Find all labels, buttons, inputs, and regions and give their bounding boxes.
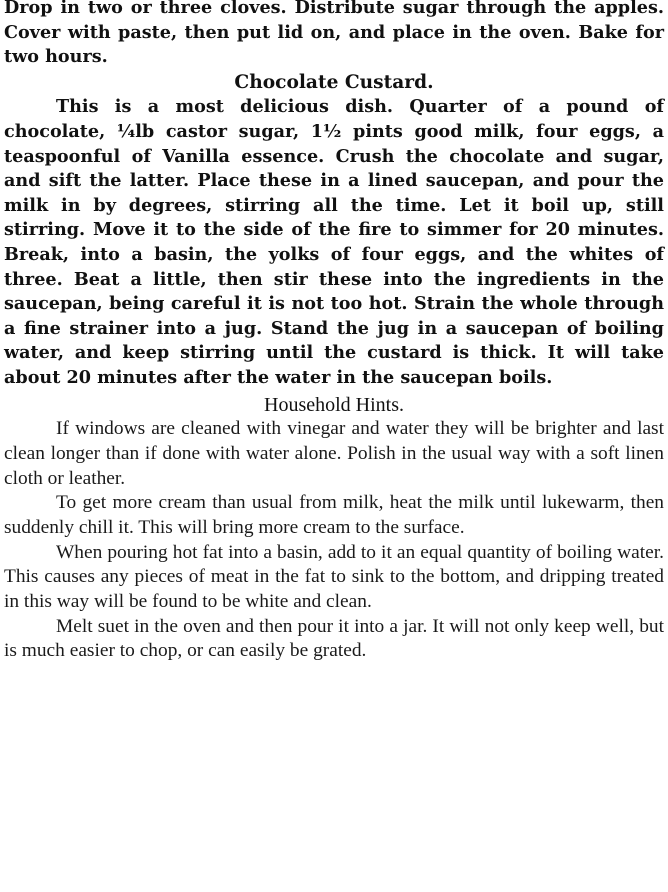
hint-paragraph: When pouring hot fat into a basin, add to it an equal quantity of boiling water. This causes any pieces of meat in the fat to sink to the bottom, and dripping treated in this way will be found to be white and clean. [4,541,664,613]
hint-paragraph: If windows are cleaned with vinegar and water they will be brighter and last clean longer than if done with water alone. Polish in the usual way with a soft linen cloth or leather. [4,418,664,489]
chocolate-custard-body: This is a most delicious dish. Quarter of a pound of chocolate, ¼lb castor sugar, 1½ pints good milk, four eggs, a teaspoonful of Vanilla essence. Crush the chocolate and sugar, and sift the latter. Place these in a lined saucepan, and pour the milk in by degrees, stirring all the time. Let it boil up, still stirring. Move it to the side of the fire to simmer for 20 minutes. Break, into a basin, the yolks of four eggs, and the whites of three. Beat a little, then stir these into the ingredients in the saucepan, being careful it is not too hot. Strain the whole through a fine strainer into a jug. Stand the jug in a saucepan of boiling water, and keep stirring until the custard is thick. It will take about 20 minutes after the water in the saucepan boils. [4,96,664,388]
hint-paragraph: Melt suet in the oven and then pour it into a jar. It will not only keep well, but is much easier to chop, or can easily be grated. [4,615,664,662]
household-hints-section [4,393,664,665]
hint-paragraph: To get more cream than usual from milk, heat the milk until lukewarm, then suddenly chill it. This will bring more cream to the surface. [4,492,664,538]
chocolate-custard-heading: Chocolate Custard. [234,71,434,93]
intro-paragraph: Drop in two or three cloves. Distribute sugar through the apples. Cover with paste, then put lid on, and place in the oven. Bake for two hours. [4,0,664,68]
recipes-section [4,0,664,391]
household-hints-heading: Household Hints. [264,393,404,416]
